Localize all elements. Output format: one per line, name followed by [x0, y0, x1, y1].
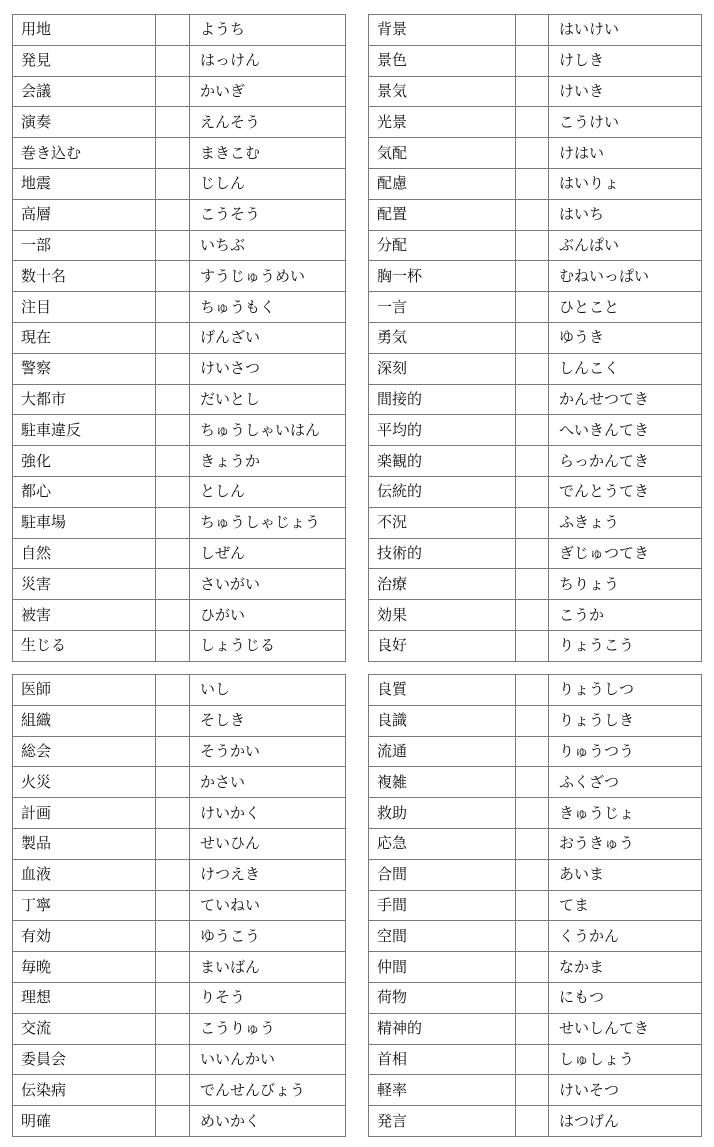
- reading-cell: しゅしょう: [549, 1044, 702, 1075]
- blank-cell: [156, 952, 190, 983]
- reading-cell: こうけい: [549, 107, 702, 138]
- blank-cell: [156, 261, 190, 292]
- kanji-cell: 平均的: [369, 415, 516, 446]
- table-row: [369, 15, 702, 46]
- table-row: [13, 1106, 346, 1137]
- reading-cell: なかま: [549, 952, 702, 983]
- blank-cell: [156, 138, 190, 169]
- table-row: [369, 199, 702, 230]
- kanji-cell: 発見: [13, 45, 156, 76]
- table-row: [13, 261, 346, 292]
- table-row: [369, 107, 702, 138]
- reading-cell: へいきんてき: [549, 415, 702, 446]
- kanji-cell: 胸一杯: [369, 261, 516, 292]
- blank-cell: [156, 705, 190, 736]
- kanji-cell: 生じる: [13, 630, 156, 661]
- table-row: [369, 1044, 702, 1075]
- table-row: [369, 952, 702, 983]
- table-row: [13, 828, 346, 859]
- table-row: [369, 45, 702, 76]
- kanji-cell: 配慮: [369, 168, 516, 199]
- table-row: [369, 1075, 702, 1106]
- blank-cell: [516, 446, 549, 477]
- kanji-cell: 応急: [369, 828, 516, 859]
- kanji-cell: 景気: [369, 76, 516, 107]
- blank-cell: [156, 15, 190, 46]
- table-row: [369, 507, 702, 538]
- table-row: [369, 476, 702, 507]
- blank-cell: [156, 1106, 190, 1137]
- table-row: [13, 107, 346, 138]
- reading-cell: しぜん: [190, 538, 346, 569]
- kanji-cell: 強化: [13, 446, 156, 477]
- kanji-cell: 楽観的: [369, 446, 516, 477]
- reading-cell: ていねい: [190, 890, 346, 921]
- kanji-cell: 複雑: [369, 767, 516, 798]
- blank-cell: [516, 982, 549, 1013]
- kanji-cell: 流通: [369, 736, 516, 767]
- blank-cell: [156, 828, 190, 859]
- table-row: [13, 384, 346, 415]
- reading-cell: はいけい: [549, 15, 702, 46]
- kanji-cell: 合間: [369, 859, 516, 890]
- kanji-cell: 演奏: [13, 107, 156, 138]
- blank-cell: [156, 322, 190, 353]
- reading-cell: りょうしつ: [549, 675, 702, 706]
- blank-cell: [516, 1013, 549, 1044]
- table-row: [13, 952, 346, 983]
- table-row: [369, 767, 702, 798]
- kanji-cell: 背景: [369, 15, 516, 46]
- blank-cell: [156, 921, 190, 952]
- reading-cell: かさい: [190, 767, 346, 798]
- blank-cell: [156, 507, 190, 538]
- kanji-cell: 治療: [369, 569, 516, 600]
- kanji-cell: 気配: [369, 138, 516, 169]
- kanji-cell: 自然: [13, 538, 156, 569]
- blank-cell: [516, 538, 549, 569]
- kanji-cell: 伝染病: [13, 1075, 156, 1106]
- table-row: [369, 859, 702, 890]
- table-row: [369, 705, 702, 736]
- reading-cell: ぎじゅつてき: [549, 538, 702, 569]
- kanji-cell: 技術的: [369, 538, 516, 569]
- reading-cell: むねいっぱい: [549, 261, 702, 292]
- kanji-cell: 駐車場: [13, 507, 156, 538]
- blank-cell: [516, 199, 549, 230]
- reading-cell: きゅうじょ: [549, 798, 702, 829]
- kanji-cell: 首相: [369, 1044, 516, 1075]
- blank-cell: [516, 859, 549, 890]
- reading-cell: まいばん: [190, 952, 346, 983]
- table-row: [13, 1075, 346, 1106]
- blank-cell: [516, 384, 549, 415]
- blank-cell: [516, 76, 549, 107]
- reading-cell: おうきゅう: [549, 828, 702, 859]
- table-row: [13, 1013, 346, 1044]
- reading-cell: らっかんてき: [549, 446, 702, 477]
- reading-cell: りゅうつう: [549, 736, 702, 767]
- blank-cell: [516, 675, 549, 706]
- reading-cell: そうかい: [190, 736, 346, 767]
- table-row: [369, 569, 702, 600]
- table-row: [369, 600, 702, 631]
- table-row: [13, 168, 346, 199]
- table-row: [13, 353, 346, 384]
- reading-cell: ひとこと: [549, 292, 702, 323]
- blank-cell: [156, 76, 190, 107]
- blank-cell: [516, 921, 549, 952]
- kanji-cell: 発言: [369, 1106, 516, 1137]
- blank-cell: [156, 890, 190, 921]
- kanji-cell: 空間: [369, 921, 516, 952]
- kanji-cell: 製品: [13, 828, 156, 859]
- table-row: [369, 736, 702, 767]
- kanji-cell: 委員会: [13, 1044, 156, 1075]
- reading-cell: けいさつ: [190, 353, 346, 384]
- table-row: [369, 138, 702, 169]
- blank-cell: [516, 569, 549, 600]
- blank-cell: [516, 736, 549, 767]
- table-row: [13, 569, 346, 600]
- kanji-cell: 理想: [13, 982, 156, 1013]
- kanji-cell: 仲間: [369, 952, 516, 983]
- table-row: [369, 168, 702, 199]
- kanji-cell: 不況: [369, 507, 516, 538]
- table-row: [369, 890, 702, 921]
- blank-cell: [516, 168, 549, 199]
- reading-cell: りょうしき: [549, 705, 702, 736]
- kanji-cell: 勇気: [369, 322, 516, 353]
- reading-cell: ひがい: [190, 600, 346, 631]
- reading-cell: はいち: [549, 199, 702, 230]
- reading-cell: ゆうき: [549, 322, 702, 353]
- table-row: [13, 76, 346, 107]
- reading-cell: こうか: [549, 600, 702, 631]
- kanji-cell: 明確: [13, 1106, 156, 1137]
- table-row: [13, 15, 346, 46]
- kanji-cell: 用地: [13, 15, 156, 46]
- blank-cell: [156, 982, 190, 1013]
- kanji-cell: 被害: [13, 600, 156, 631]
- reading-cell: さいがい: [190, 569, 346, 600]
- table-row: [369, 630, 702, 661]
- blank-cell: [156, 384, 190, 415]
- blank-cell: [156, 1075, 190, 1106]
- kanji-cell: 良識: [369, 705, 516, 736]
- vocab-table-bottom-left: [12, 674, 346, 1137]
- blank-cell: [156, 798, 190, 829]
- kanji-cell: 良質: [369, 675, 516, 706]
- reading-cell: だいとし: [190, 384, 346, 415]
- kanji-cell: 毎晩: [13, 952, 156, 983]
- table-row: [13, 446, 346, 477]
- reading-cell: けつえき: [190, 859, 346, 890]
- reading-cell: かんせつてき: [549, 384, 702, 415]
- reading-cell: ぶんぱい: [549, 230, 702, 261]
- kanji-cell: 警察: [13, 353, 156, 384]
- reading-cell: けいかく: [190, 798, 346, 829]
- reading-cell: そしき: [190, 705, 346, 736]
- table-row: [369, 798, 702, 829]
- kanji-cell: 深刻: [369, 353, 516, 384]
- blank-cell: [156, 230, 190, 261]
- table-row: [369, 415, 702, 446]
- blank-cell: [156, 600, 190, 631]
- table-row: [369, 538, 702, 569]
- table-row: [369, 261, 702, 292]
- blank-cell: [516, 828, 549, 859]
- table-row: [369, 292, 702, 323]
- reading-cell: じしん: [190, 168, 346, 199]
- kanji-cell: 数十名: [13, 261, 156, 292]
- table-row: [13, 292, 346, 323]
- reading-cell: きょうか: [190, 446, 346, 477]
- blank-cell: [156, 1013, 190, 1044]
- kanji-cell: 配置: [369, 199, 516, 230]
- reading-cell: ゆうこう: [190, 921, 346, 952]
- blank-cell: [516, 15, 549, 46]
- kanji-cell: 良好: [369, 630, 516, 661]
- reading-cell: にもつ: [549, 982, 702, 1013]
- reading-cell: りそう: [190, 982, 346, 1013]
- kanji-cell: 光景: [369, 107, 516, 138]
- vocab-table-top-left: [12, 14, 346, 662]
- blank-cell: [516, 415, 549, 446]
- kanji-cell: 交流: [13, 1013, 156, 1044]
- reading-cell: いいんかい: [190, 1044, 346, 1075]
- blank-cell: [516, 1075, 549, 1106]
- kanji-cell: 軽率: [369, 1075, 516, 1106]
- reading-cell: けいき: [549, 76, 702, 107]
- kanji-cell: 総会: [13, 736, 156, 767]
- table-row: [13, 675, 346, 706]
- blank-cell: [156, 446, 190, 477]
- table-row: [369, 353, 702, 384]
- blank-cell: [516, 138, 549, 169]
- blank-cell: [156, 415, 190, 446]
- table-row: [13, 199, 346, 230]
- table-row: [13, 138, 346, 169]
- table-row: [369, 675, 702, 706]
- blank-cell: [516, 798, 549, 829]
- reading-cell: かいぎ: [190, 76, 346, 107]
- kanji-cell: 手間: [369, 890, 516, 921]
- kanji-cell: 火災: [13, 767, 156, 798]
- reading-cell: けはい: [549, 138, 702, 169]
- blank-cell: [156, 569, 190, 600]
- table-row: [13, 322, 346, 353]
- blank-cell: [516, 353, 549, 384]
- blank-cell: [516, 767, 549, 798]
- table-row: [13, 538, 346, 569]
- blank-cell: [156, 675, 190, 706]
- blank-cell: [516, 952, 549, 983]
- table-row: [13, 921, 346, 952]
- kanji-cell: 効果: [369, 600, 516, 631]
- blank-cell: [156, 630, 190, 661]
- reading-cell: こうりゅう: [190, 1013, 346, 1044]
- table-row: [13, 230, 346, 261]
- blank-cell: [516, 600, 549, 631]
- table-row: [369, 921, 702, 952]
- kanji-cell: 計画: [13, 798, 156, 829]
- table-row: [13, 982, 346, 1013]
- table-row: [13, 476, 346, 507]
- blank-cell: [516, 476, 549, 507]
- kanji-cell: 荷物: [369, 982, 516, 1013]
- reading-cell: はいりょ: [549, 168, 702, 199]
- kanji-cell: 救助: [369, 798, 516, 829]
- reading-cell: ようち: [190, 15, 346, 46]
- table-row: [13, 798, 346, 829]
- blank-cell: [516, 1106, 549, 1137]
- blank-cell: [516, 890, 549, 921]
- reading-cell: いちぶ: [190, 230, 346, 261]
- blank-cell: [156, 353, 190, 384]
- reading-cell: りょうこう: [549, 630, 702, 661]
- vocab-table-bottom-right: [368, 674, 702, 1137]
- blank-cell: [516, 705, 549, 736]
- reading-cell: でんとうてき: [549, 476, 702, 507]
- table-row: [369, 446, 702, 477]
- reading-cell: こうそう: [190, 199, 346, 230]
- reading-cell: てま: [549, 890, 702, 921]
- reading-cell: いし: [190, 675, 346, 706]
- reading-cell: しんこく: [549, 353, 702, 384]
- kanji-cell: 駐車違反: [13, 415, 156, 446]
- kanji-cell: 一言: [369, 292, 516, 323]
- kanji-cell: 大都市: [13, 384, 156, 415]
- vocab-table-top-right: [368, 14, 702, 662]
- kanji-cell: 血液: [13, 859, 156, 890]
- reading-cell: ちりょう: [549, 569, 702, 600]
- blank-cell: [516, 107, 549, 138]
- reading-cell: げんざい: [190, 322, 346, 353]
- table-row: [13, 45, 346, 76]
- kanji-cell: 景色: [369, 45, 516, 76]
- blank-cell: [156, 168, 190, 199]
- kanji-cell: 会議: [13, 76, 156, 107]
- blank-cell: [516, 261, 549, 292]
- blank-cell: [156, 476, 190, 507]
- table-row: [13, 705, 346, 736]
- table-row: [13, 600, 346, 631]
- blank-cell: [516, 230, 549, 261]
- blank-cell: [156, 538, 190, 569]
- reading-cell: けしき: [549, 45, 702, 76]
- table-row: [369, 1013, 702, 1044]
- kanji-cell: 高層: [13, 199, 156, 230]
- table-row: [369, 322, 702, 353]
- blank-cell: [516, 630, 549, 661]
- blank-cell: [516, 45, 549, 76]
- reading-cell: ふきょう: [549, 507, 702, 538]
- kanji-cell: 組織: [13, 705, 156, 736]
- reading-cell: ちゅうしゃじょう: [190, 507, 346, 538]
- blank-cell: [156, 1044, 190, 1075]
- blank-cell: [156, 199, 190, 230]
- kanji-cell: 一部: [13, 230, 156, 261]
- blank-cell: [516, 322, 549, 353]
- table-row: [13, 415, 346, 446]
- table-row: [369, 384, 702, 415]
- kanji-cell: 分配: [369, 230, 516, 261]
- reading-cell: せいしんてき: [549, 1013, 702, 1044]
- blank-cell: [156, 45, 190, 76]
- reading-cell: えんそう: [190, 107, 346, 138]
- blank-cell: [516, 507, 549, 538]
- reading-cell: ちゅうしゃいはん: [190, 415, 346, 446]
- blank-cell: [156, 107, 190, 138]
- kanji-cell: 巻き込む: [13, 138, 156, 169]
- kanji-cell: 伝統的: [369, 476, 516, 507]
- reading-cell: めいかく: [190, 1106, 346, 1137]
- kanji-cell: 災害: [13, 569, 156, 600]
- kanji-cell: 都心: [13, 476, 156, 507]
- kanji-cell: 精神的: [369, 1013, 516, 1044]
- table-row: [13, 507, 346, 538]
- blank-cell: [156, 859, 190, 890]
- reading-cell: はっけん: [190, 45, 346, 76]
- kanji-cell: 間接的: [369, 384, 516, 415]
- kanji-cell: 注目: [13, 292, 156, 323]
- table-row: [369, 828, 702, 859]
- table-row: [369, 76, 702, 107]
- table-row: [369, 982, 702, 1013]
- kanji-cell: 丁寧: [13, 890, 156, 921]
- reading-cell: すうじゅうめい: [190, 261, 346, 292]
- reading-cell: あいま: [549, 859, 702, 890]
- kanji-cell: 医師: [13, 675, 156, 706]
- kanji-cell: 有効: [13, 921, 156, 952]
- reading-cell: けいそつ: [549, 1075, 702, 1106]
- table-row: [13, 736, 346, 767]
- reading-cell: ちゅうもく: [190, 292, 346, 323]
- reading-cell: でんせんびょう: [190, 1075, 346, 1106]
- table-row: [13, 767, 346, 798]
- table-row: [13, 890, 346, 921]
- blank-cell: [516, 1044, 549, 1075]
- blank-cell: [156, 736, 190, 767]
- blank-cell: [156, 292, 190, 323]
- kanji-cell: 地震: [13, 168, 156, 199]
- reading-cell: としん: [190, 476, 346, 507]
- table-row: [369, 230, 702, 261]
- reading-cell: まきこむ: [190, 138, 346, 169]
- reading-cell: しょうじる: [190, 630, 346, 661]
- table-row: [13, 859, 346, 890]
- table-row: [13, 630, 346, 661]
- reading-cell: せいひん: [190, 828, 346, 859]
- blank-cell: [156, 767, 190, 798]
- reading-cell: くうかん: [549, 921, 702, 952]
- reading-cell: ふくざつ: [549, 767, 702, 798]
- table-row: [369, 1106, 702, 1137]
- kanji-cell: 現在: [13, 322, 156, 353]
- blank-cell: [516, 292, 549, 323]
- table-row: [13, 1044, 346, 1075]
- reading-cell: はつげん: [549, 1106, 702, 1137]
